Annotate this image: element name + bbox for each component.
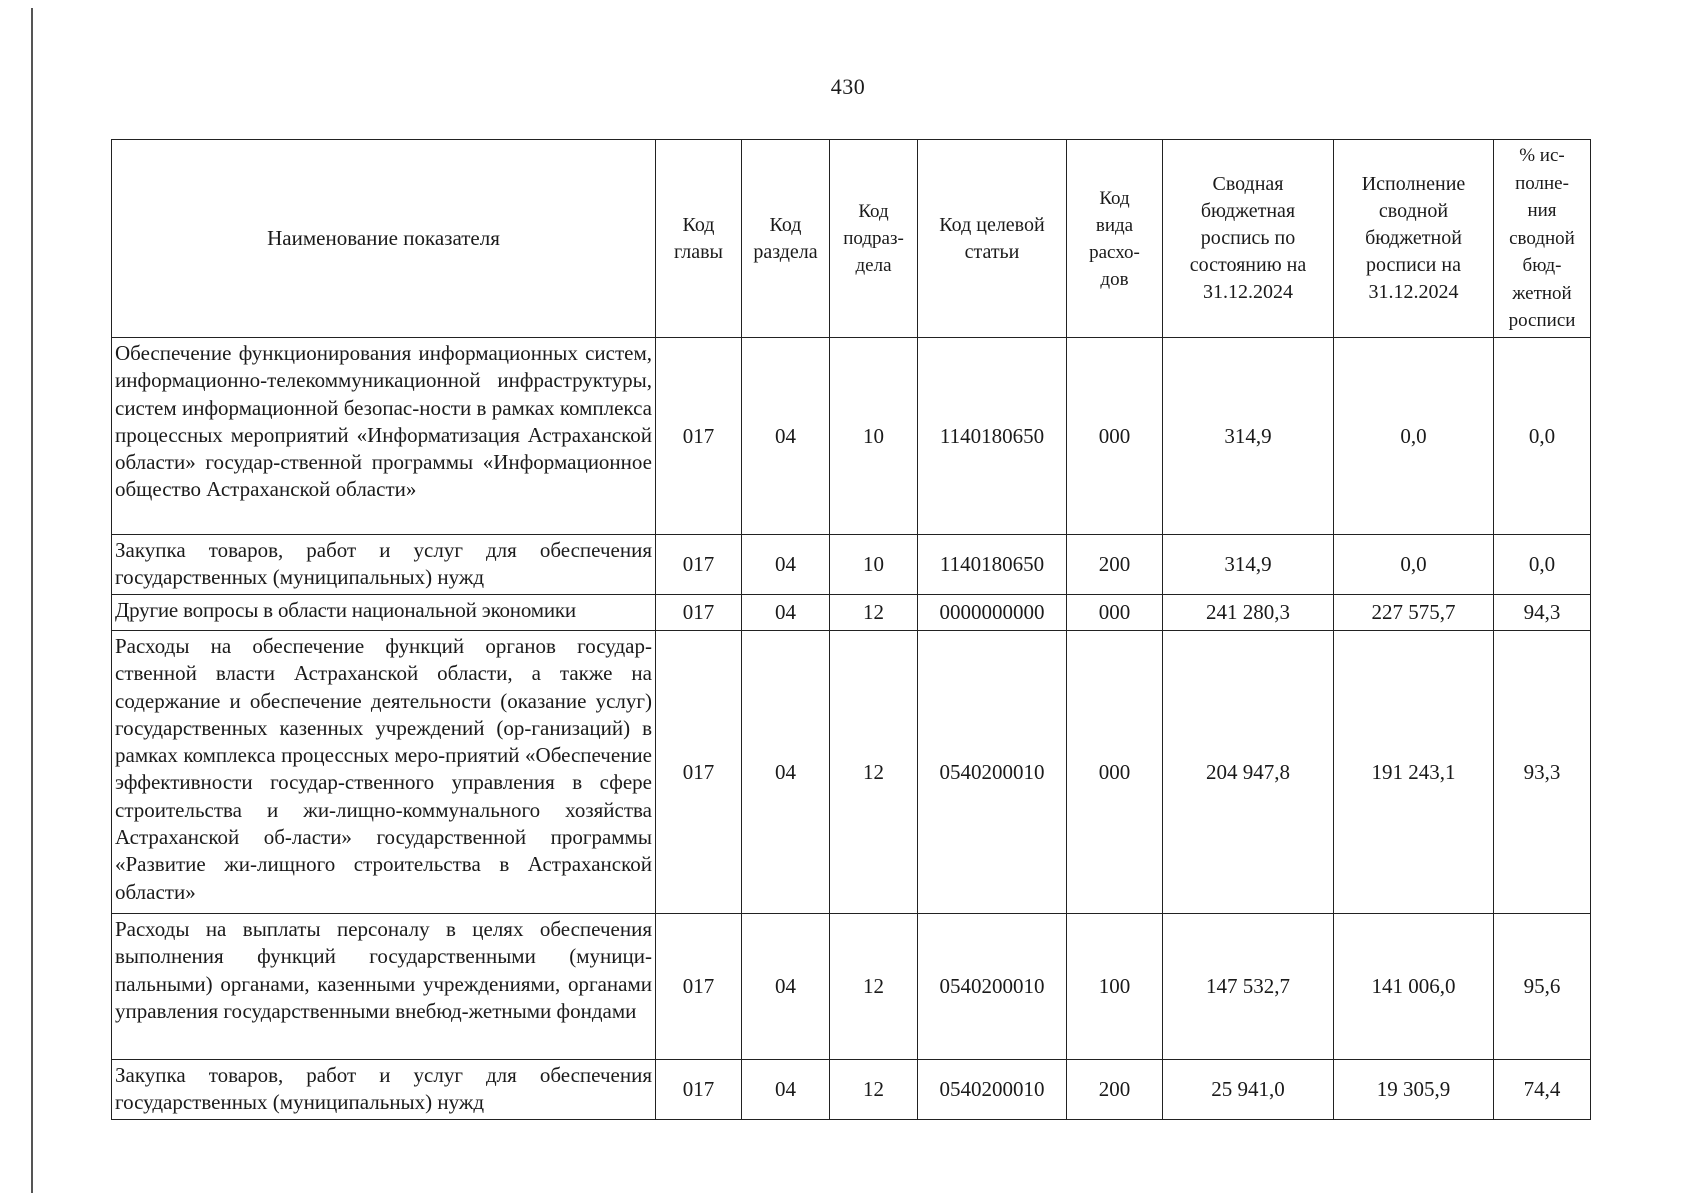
table-row xyxy=(112,595,1591,631)
header-name-label: Наименование показателя xyxy=(267,226,500,250)
row-execution-value: 0,0 xyxy=(1334,338,1494,535)
row-plan-value: 314,9 xyxy=(1163,535,1334,595)
row-name: Расходы на обеспечение функций органов государ-ственной власти Астраханской области, а также на содержание и обеспечение деятельности (оказание услуг) государственных казенных учреждений (ор-ганизаций) в рамках комплекса процессных меро-приятий «Обеспечение эффективности государ-ственного управления в сфере строительства и жи-лищно-коммунального хозяйства Астраханской об-ласти» государственной программы «Развитие жи-лищного строительства в Астраханской области» xyxy=(112,631,656,914)
table-header-row xyxy=(112,140,1591,338)
row-section-code: 04 xyxy=(742,595,830,631)
page-number: 430 xyxy=(830,74,866,99)
header-execution-label: Исполнение сводной бюджетной росписи на 31.12.2024 xyxy=(1361,173,1466,303)
header-chapter-code xyxy=(656,140,742,338)
row-plan-value: 204 947,8 xyxy=(1163,631,1334,914)
row-plan-value: 147 532,7 xyxy=(1163,914,1334,1060)
row-target-code: 0540200010 xyxy=(918,631,1067,914)
row-execution-value: 19 305,9 xyxy=(1334,1060,1494,1120)
row-name: Расходы на выплаты персоналу в целях обеспечения выполнения функций государственными (муници-пальными) органами, казенными учреждениями, органами управления государственными внебюд-жетными фондами xyxy=(112,914,656,1060)
row-chapter-code: 017 xyxy=(656,1060,742,1120)
page-margin-line xyxy=(31,8,33,1193)
row-percent-value: 0,0 xyxy=(1494,535,1591,595)
row-percent-value: 74,4 xyxy=(1494,1060,1591,1120)
table-row xyxy=(112,914,1591,1060)
header-percent-label: % ис-полне-ния сводной бюд-жетной росписи xyxy=(1508,145,1576,332)
row-percent-value: 93,3 xyxy=(1494,631,1591,914)
row-name: Обеспечение функционирования информационных систем, информационно-телекоммуникационной инфраструктуры, систем информационной безопас-ности в рамках комплекса процессных мероприятий «Информатизация Астраханской области» государ-ственной программы «Информационное общество Астраханской области» xyxy=(112,338,656,535)
header-expense-type-code xyxy=(1067,140,1163,338)
row-subsection-code: 10 xyxy=(830,338,918,535)
header-percent xyxy=(1494,140,1591,338)
row-target-code: 1140180650 xyxy=(918,338,1067,535)
row-execution-value: 0,0 xyxy=(1334,535,1494,595)
row-chapter-code: 017 xyxy=(656,535,742,595)
header-target-code-label: Код целевой статьи xyxy=(939,213,1045,263)
row-section-code: 04 xyxy=(742,338,830,535)
row-section-code: 04 xyxy=(742,631,830,914)
row-subsection-code: 12 xyxy=(830,914,918,1060)
header-plan xyxy=(1163,140,1334,338)
row-subsection-code: 12 xyxy=(830,595,918,631)
row-expense-type-code: 000 xyxy=(1067,595,1163,631)
row-execution-value: 227 575,7 xyxy=(1334,595,1494,631)
row-plan-value: 25 941,0 xyxy=(1163,1060,1334,1120)
header-section-code xyxy=(742,140,830,338)
row-subsection-code: 10 xyxy=(830,535,918,595)
header-expense-type-code-label: Код вида расхо-дов xyxy=(1089,187,1140,290)
row-expense-type-code: 200 xyxy=(1067,1060,1163,1120)
row-percent-value: 0,0 xyxy=(1494,338,1591,535)
header-name xyxy=(112,140,656,338)
row-plan-value: 241 280,3 xyxy=(1163,595,1334,631)
row-name: Закупка товаров, работ и услуг для обеспечения государственных (муниципальных) нужд xyxy=(112,1060,656,1120)
row-subsection-code: 12 xyxy=(830,1060,918,1120)
row-target-code: 0000000000 xyxy=(918,595,1067,631)
row-execution-value: 191 243,1 xyxy=(1334,631,1494,914)
row-chapter-code: 017 xyxy=(656,338,742,535)
row-target-code: 0540200010 xyxy=(918,914,1067,1060)
row-name: Другие вопросы в области национальной экономики xyxy=(112,595,656,631)
header-section-code-label: Код раздела xyxy=(753,213,818,263)
row-expense-type-code: 100 xyxy=(1067,914,1163,1060)
row-plan-value: 314,9 xyxy=(1163,338,1334,535)
row-chapter-code: 017 xyxy=(656,914,742,1060)
table-row xyxy=(112,535,1591,595)
row-expense-type-code: 200 xyxy=(1067,535,1163,595)
row-percent-value: 95,6 xyxy=(1494,914,1591,1060)
row-expense-type-code: 000 xyxy=(1067,338,1163,535)
row-subsection-code: 12 xyxy=(830,631,918,914)
table-row xyxy=(112,338,1591,535)
row-section-code: 04 xyxy=(742,914,830,1060)
row-section-code: 04 xyxy=(742,535,830,595)
row-percent-value: 94,3 xyxy=(1494,595,1591,631)
row-chapter-code: 017 xyxy=(656,595,742,631)
row-execution-value: 141 006,0 xyxy=(1334,914,1494,1060)
header-plan-label: Сводная бюджетная роспись по состоянию на 31.12.2024 xyxy=(1189,173,1307,303)
row-target-code: 1140180650 xyxy=(918,535,1067,595)
header-chapter-code-label: Код главы xyxy=(674,213,723,263)
table-row xyxy=(112,1060,1591,1120)
row-section-code: 04 xyxy=(742,1060,830,1120)
row-name: Закупка товаров, работ и услуг для обеспечения государственных (муниципальных) нужд xyxy=(112,535,656,595)
table-row xyxy=(112,631,1591,914)
row-target-code: 0540200010 xyxy=(918,1060,1067,1120)
row-chapter-code: 017 xyxy=(656,631,742,914)
header-subsection-code xyxy=(830,140,918,338)
header-subsection-code-label: Код подраз-дела xyxy=(843,201,904,276)
row-expense-type-code: 000 xyxy=(1067,631,1163,914)
header-execution xyxy=(1334,140,1494,338)
budget-table xyxy=(111,139,1591,1120)
header-target-code xyxy=(918,140,1067,338)
